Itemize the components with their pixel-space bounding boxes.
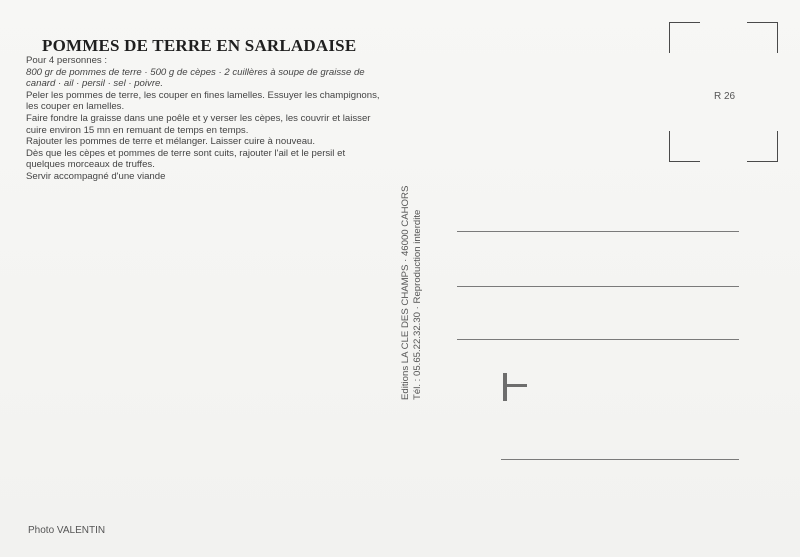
reference-code: R 26 [714,91,736,102]
address-line [457,339,739,340]
recipe-step: Faire fondre la graisse dans une poêle et y verser les cèpes, les couvrir et laisser cuire environ 15 mn en remuant de temps en temps. [26,112,371,136]
recipe-title: POMMES DE TERRE EN SARLADAISE [42,36,357,55]
recipe-step: Rajouter les pommes de terre et mélanger. Laisser cuire à nouveau. [26,136,316,148]
publisher-line-1: Editions LA CLE DES CHAMPS · 46000 CAHORS [400,185,411,400]
stamp-corner [669,131,700,162]
photo-credit: Photo VALENTIN [28,525,106,536]
address-line [457,286,739,287]
stamp-corner [669,22,700,53]
recipe-servings: Pour 4 personnes : [26,55,108,66]
recipe-step: Peler les pommes de terre, les couper en fines lamelles. Essuyer les champignons, les couper en lamelles. [26,89,380,113]
recipe-ingredients: 800 gr de pommes de terre · 500 g de cèpes · 2 cuillères à soupe de graisse de canard · ail · persil · sel · poivre. [26,66,365,90]
stamp-corner [747,131,778,162]
publisher-info [400,100,424,400]
recipe-text [26,55,382,183]
address-line [457,231,739,232]
address-line [501,459,739,460]
postal-code-mark-icon [499,373,529,401]
publisher-line-2: Tél. : 05.65.22.32.30 · Reproduction interdite [412,209,423,400]
recipe-step: Servir accompagné d'une viande [26,170,166,182]
recipe-step: Dès que les cèpes et pommes de terre sont cuits, rajouter l'ail et le persil et quelques morceaux de truffes. [26,147,346,171]
stamp-corner [747,22,778,53]
